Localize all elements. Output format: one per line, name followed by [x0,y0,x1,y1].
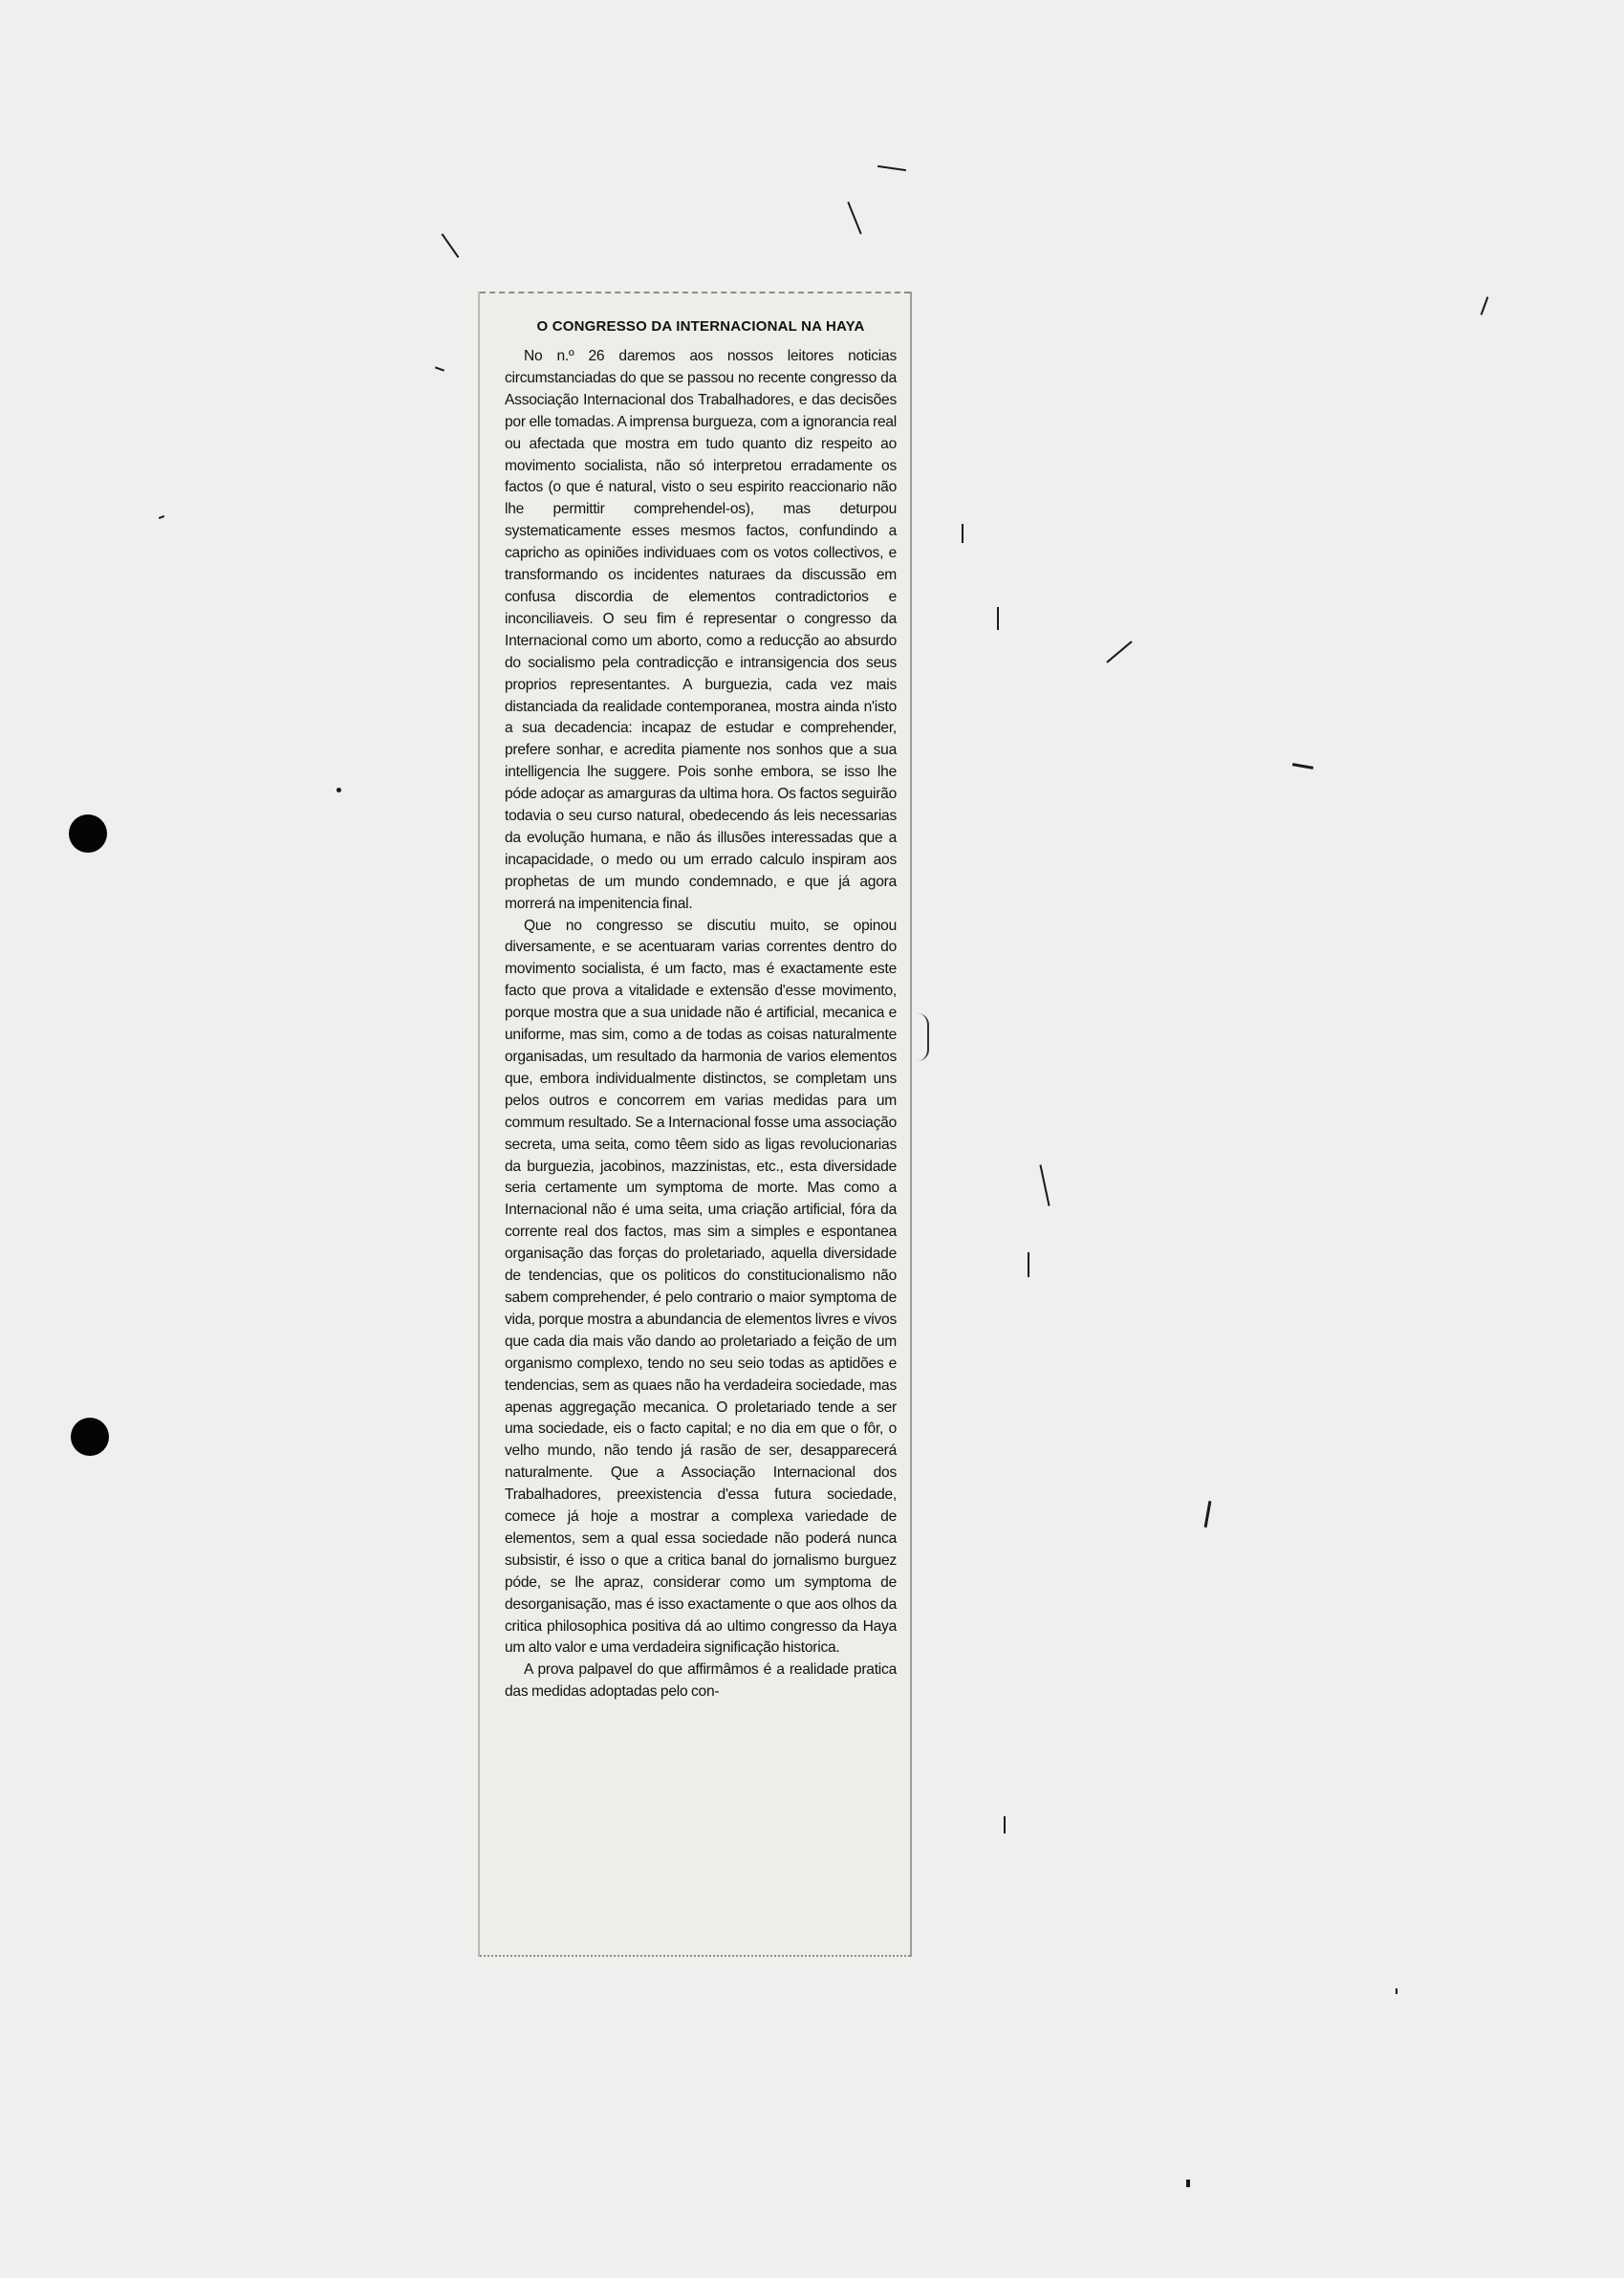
article-paragraph: A prova palpavel do que affirmâmos é a realidade pratica das medidas adoptadas pelo con- [505,1661,897,1701]
punch-hole-bottom [71,1418,109,1456]
article-paragraph: Que no congresso se discutiu muito, se opinou diversamente, e se acentuaram varias correntes dentro do movimento socialista, é um facto, mas é exactamente este facto que prova a vitalidade e extensão d'esse movimento, porque mostra que a sua unidade não é artificial, mecanica e uniforme, mas sim, como a de todas as coisas naturalmente organisadas, um resultado da harmonia de varios elementos que, embora individualmente distinctos, se completam uns pelos outros e concorrem em varias medidas para um commum resultado. Se a Internacional fosse uma associação secreta, uma seita, como têem sido as ligas revolucionarias da burguezia, jacobinos, mazzinistas, etc., esta diversidade seria certamente um symptoma de morte. Mas como a Internacional não é uma seita, uma criação artificial, fóra da corrente real dos factos, mas sim a simples e espontanea organisação das forças do proletariado, aquella diversidade de tendencias, que os politicos do constitucionalismo não sabem comprehender, é pelo contrario o maior symptoma de vida, porque mostra a abundancia de elementos livres e vivos que cada dia mais vão dando ao proletariado a feição de um organismo complexo, tendo no seu seio todas as aptidões e tendencias, sem as quaes não ha verdadeira sociedade, mas apenas aggregação mecanica. O proletariado tende a ser uma sociedade, eis o facto capital; e no dia em que o fôr, o velho mundo, não tendo já rasão de ser, desapparecerá naturalmente. Que a Associação Internacional dos Trabalhadores, preexistencia d'essa futura sociedade, comece já hoje a mostrar a complexa variedade de elementos, sem a qual essa sociedade não poderá nunca subsistir, é isso o que a critica banal do jornalismo burguez póde, se lhe apraz, considerar como um symptoma de desorganisação, mas é isso exactamente o que aos olhos da critica philosophica positiva dá ao ultimo congresso da Haya um alto valor e uma verdadeira significação historica. [505,917,897,1657]
scan-mark [442,233,460,258]
scan-mark [1292,763,1313,770]
scan-mark [1039,1164,1050,1205]
scan-mark [1186,2180,1190,2187]
scan-mark [1028,1252,1029,1277]
scan-mark [1004,1816,1006,1833]
scan-mark [1481,296,1489,315]
newspaper-clipping [478,292,912,1957]
scan-mark [1396,1988,1397,1994]
clipping-torn-edge [480,1949,910,1957]
margin-bracket-mark [918,1013,929,1061]
punch-hole-top [69,814,107,853]
article-body [505,346,897,1703]
scan-mark [159,515,164,519]
scan-mark [847,202,861,234]
scan-mark [962,524,964,543]
scan-mark [877,165,906,171]
scan-mark [1204,1501,1212,1528]
scan-mark [435,366,444,371]
article-title: O CONGRESSO DA INTERNACIONAL NA HAYA [536,318,865,335]
scan-mark [336,788,341,792]
scan-mark [1106,640,1132,662]
scan-mark [997,607,999,630]
clipping-torn-edge [480,292,910,301]
article-paragraph: No n.º 26 daremos aos nossos leitores noticias circumstanciadas do que se passou no recente congresso da Associação Internacional dos Trabalhadores, e das decisões por elle tomadas. A imprensa burgueza, com a ignorancia real ou afectada que mostra em tudo quanto diz respeito ao movimento socialista, não só interpretou erradamente os factos (o que é natural, visto o seu espirito reaccionario não lhe permittir comprehendel-os), mas deturpou systematicamente esses mesmos factos, confundindo a capricho as opiniões individuaes com os votos collectivos, e transformando os incidentes naturaes da discussão em confusa discordia de elementos contradictorios e inconciliaveis. O seu fim é representar o congresso da Internacional como um aborto, como a reducção ao absurdo do socialismo pela contradicção e intransigencia dos seus proprios representantes. A burguezia, cada vez mais distanciada da realidade contemporanea, mostra ainda n'isto a sua decadencia: incapaz de estudar e comprehender, prefere sonhar, e acredita piamente nos sonhos que a sua intelligencia lhe suggere. Pois sonhe embora, se isso lhe póde adoçar as amarguras da ultima hora. Os factos seguirão todavia o seu curso natural, obedecendo ás leis necessarias da evolução humana, e não ás illusões interessadas que a incapacidade, o medo ou um errado calculo inspiram aos prophetas de um mundo condemnado, e que já agora morrerá na impenitencia final. [505,348,897,912]
